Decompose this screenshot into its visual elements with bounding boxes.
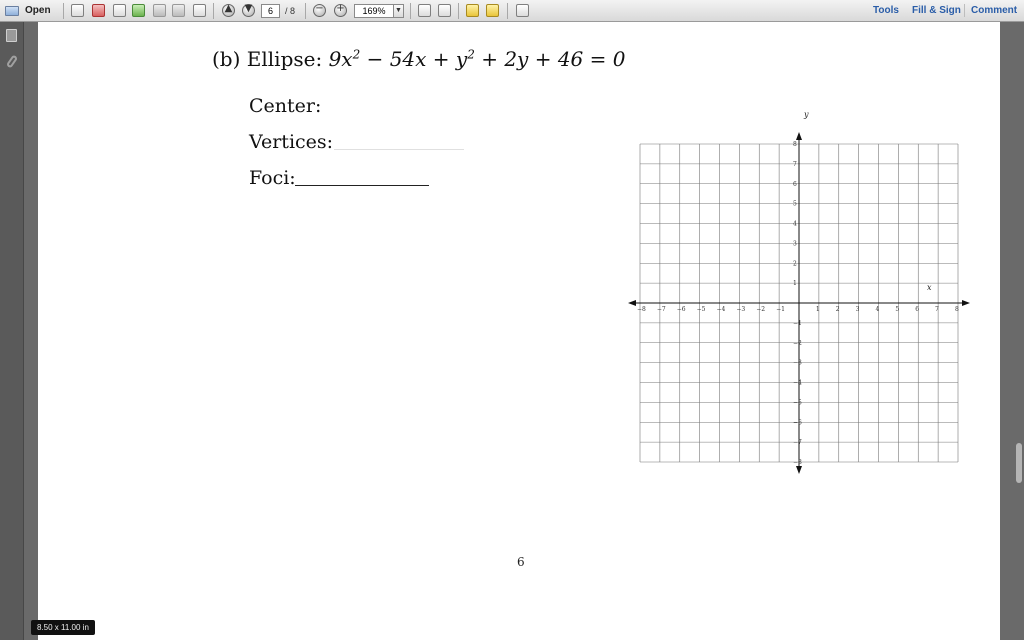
y-tick-label: −6 (793, 419, 802, 427)
y-axis-arrow-down (796, 466, 802, 474)
zoom-in-icon[interactable]: + (334, 4, 347, 17)
navigation-pane (0, 22, 24, 640)
page-number: 6 (517, 555, 525, 569)
equation-exponent: 2 (352, 47, 361, 62)
document-page (38, 22, 1000, 640)
x-axis-arrow-right (962, 300, 970, 306)
y-axis-label: y (804, 110, 809, 119)
fit-page-icon[interactable] (438, 4, 451, 17)
x-tick-label: 6 (915, 306, 920, 313)
x-tick-label: −2 (756, 306, 766, 313)
scrollbar-track[interactable] (1000, 22, 1024, 640)
x-tick-label: 3 (855, 306, 860, 313)
pages-panel-icon[interactable] (6, 29, 17, 42)
x-tick-label: 4 (875, 306, 880, 313)
y-tick-label: 2 (793, 260, 797, 268)
create-pdf-icon[interactable] (71, 4, 84, 17)
comment-link[interactable]: Comment (971, 5, 1018, 16)
folder-icon (5, 6, 19, 16)
y-tick-label: −1 (793, 319, 802, 327)
foci-label: Foci: (249, 167, 296, 189)
highlight-icon[interactable] (486, 4, 499, 17)
x-tick-label: −6 (676, 306, 686, 313)
x-axis-arrow-left (628, 300, 636, 306)
x-tick-label: −3 (736, 306, 746, 313)
foci-answer-line[interactable] (295, 185, 429, 186)
toolbar-separator (305, 3, 306, 19)
zoom-input[interactable]: 169% (354, 4, 394, 18)
x-tick-label: −7 (656, 306, 666, 313)
page-gutter-left (24, 22, 38, 640)
x-tick-label: −4 (716, 306, 726, 313)
chevron-down-icon: ▼ (395, 7, 402, 14)
y-tick-label: 4 (793, 220, 797, 228)
vertices-label: Vertices: (249, 131, 334, 153)
toolbar-separator (458, 3, 459, 19)
fit-width-icon[interactable] (418, 4, 431, 17)
y-axis-arrow-up (796, 132, 802, 140)
toolbar-separator (213, 3, 214, 19)
coordinate-grid (588, 106, 959, 466)
x-tick-label: 2 (835, 306, 840, 313)
y-tick-label: −2 (793, 339, 802, 347)
tools-link[interactable]: Tools (873, 5, 899, 16)
x-axis-label: x (927, 283, 932, 292)
x-tick-label: 5 (895, 306, 900, 313)
toolbar (0, 0, 1024, 22)
toolbar-separator (507, 3, 508, 19)
problem-text: Ellipse: (246, 47, 323, 71)
save-icon[interactable] (153, 4, 166, 17)
x-tick-label: 7 (935, 306, 939, 313)
y-tick-label: −8 (793, 459, 802, 466)
x-tick-label: −8 (637, 306, 646, 313)
x-tick-label: 1 (815, 306, 820, 313)
page-total: / 8 (285, 6, 296, 16)
y-tick-label: −3 (793, 359, 802, 367)
email-icon[interactable] (193, 4, 206, 17)
toolbar-separator (63, 3, 64, 19)
y-tick-label: −7 (793, 439, 802, 447)
equation-term: − 54x + y (360, 47, 468, 71)
edit-icon[interactable] (113, 4, 126, 17)
page-size-badge: 8.50 x 11.00 in (31, 620, 95, 635)
problem-label: (b) (212, 47, 241, 71)
y-tick-label: 7 (793, 160, 797, 168)
next-page-icon[interactable]: ▼ (242, 4, 255, 17)
equation-exponent: 2 (467, 47, 475, 62)
center-label: Center: (249, 95, 322, 117)
x-tick-label: 8 (955, 306, 959, 313)
sign-icon[interactable] (516, 4, 529, 17)
comment-icon[interactable] (466, 4, 479, 17)
y-tick-label: −5 (793, 399, 802, 407)
y-tick-label: 1 (793, 280, 797, 288)
fill-sign-link[interactable]: Fill & Sign (912, 5, 961, 16)
ellipse-equation (329, 47, 626, 71)
problem-heading (212, 47, 625, 71)
x-tick-label: −1 (776, 306, 785, 313)
previous-page-icon[interactable]: ▲ (222, 4, 235, 17)
toolbar-separator (964, 4, 965, 17)
y-tick-label: 3 (793, 240, 797, 248)
equation-term: + 2y + 46 = 0 (474, 47, 626, 71)
page-number-input[interactable]: 6 (261, 4, 280, 18)
scrollbar-thumb[interactable] (1016, 443, 1022, 483)
print-icon[interactable] (172, 4, 185, 17)
toolbar-separator (410, 3, 411, 19)
zoom-dropdown-button[interactable] (393, 4, 404, 18)
upload-icon[interactable] (132, 4, 145, 17)
y-tick-label: −4 (793, 379, 802, 387)
open-button[interactable] (5, 3, 51, 18)
equation-term: 9x (328, 47, 353, 71)
open-label: Open (25, 5, 51, 16)
y-tick-label: 5 (793, 200, 797, 208)
y-tick-label: 6 (793, 180, 797, 188)
y-tick-label: 8 (793, 141, 797, 148)
zoom-out-icon[interactable]: − (313, 4, 326, 17)
attachments-icon[interactable] (6, 54, 18, 68)
vertices-answer-line[interactable] (334, 149, 464, 150)
combine-icon[interactable] (92, 4, 105, 17)
x-tick-label: −5 (696, 306, 706, 313)
